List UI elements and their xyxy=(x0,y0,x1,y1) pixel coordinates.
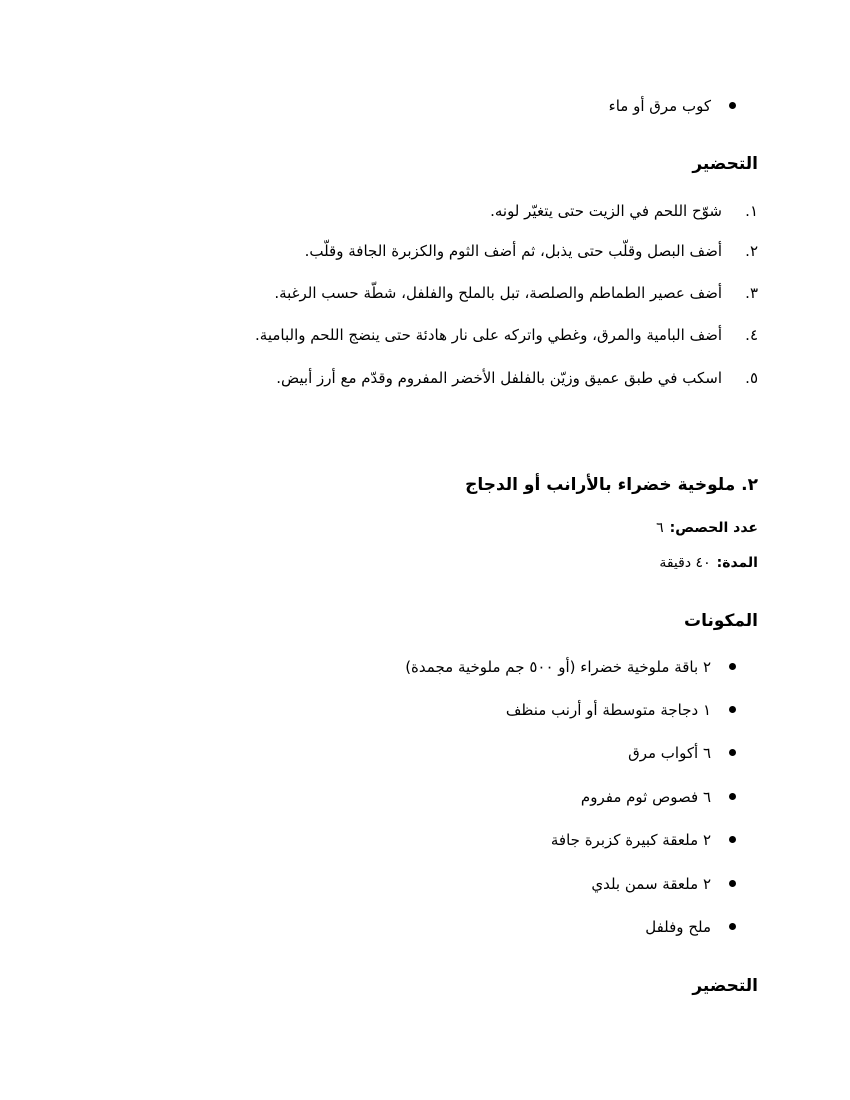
ingredient-item: ٢ ملعقة سمن بلدي xyxy=(591,874,758,894)
duration-label: المدة: xyxy=(716,555,758,571)
servings-line xyxy=(656,518,758,538)
ingredient-item: ٦ أكواب مرق xyxy=(628,743,758,763)
step-item xyxy=(274,283,758,303)
ingredient-item: ١ دجاجة متوسطة أو أرنب منظف xyxy=(506,700,758,720)
prep-heading: التحضير xyxy=(692,976,758,996)
ingredient-item: ٦ فصوص ثوم مفروم xyxy=(581,787,758,807)
prep-heading: التحضير xyxy=(692,154,758,174)
ingredient-item: ٢ باقة ملوخية خضراء (أو ٥٠٠ جم ملوخية مجمدة) xyxy=(405,657,758,677)
servings-label: عدد الحصص: xyxy=(669,520,758,536)
bullet-icon xyxy=(729,880,736,887)
step-text: اسكب في طبق عميق وزيّن بالفلفل الأخضر المفروم وقدّم مع أرز أبيض. xyxy=(276,369,722,387)
step-item xyxy=(255,325,758,345)
servings-value: ٦ xyxy=(656,520,664,536)
step-text: أضف البامية والمرق، وغطي واتركه على نار هادئة حتى ينضج اللحم والبامية. xyxy=(255,326,722,344)
bullet-icon xyxy=(729,793,736,800)
bullet-icon xyxy=(729,923,736,930)
duration-value: ٤٠ دقيقة xyxy=(659,555,711,571)
bullet-icon xyxy=(729,749,736,756)
step-number: ٢. xyxy=(745,242,758,260)
bullet-icon xyxy=(729,663,736,670)
step-text: أضف البصل وقلّب حتى يذبل، ثم أضف الثوم والكزبرة الجافة وقلّب. xyxy=(304,242,722,260)
step-number: ٤. xyxy=(745,326,758,344)
bullet-icon xyxy=(729,706,736,713)
duration-line xyxy=(659,553,758,573)
step-item xyxy=(276,368,758,388)
bullet-icon xyxy=(729,102,736,109)
recipe-title: ٢. ملوخية خضراء بالأرانب أو الدجاج xyxy=(465,475,758,495)
ingredient-item: ملح وفلفل xyxy=(645,917,758,937)
step-number: ٣. xyxy=(745,284,758,302)
step-item xyxy=(305,241,758,261)
step-item xyxy=(490,201,758,221)
bullet-icon xyxy=(729,836,736,843)
ingredients-heading: المكونات xyxy=(683,611,758,631)
step-text: أضف عصير الطماطم والصلصة، تبل بالملح والفلفل، شطّة حسب الرغبة. xyxy=(274,284,722,302)
step-text: شوّح اللحم في الزيت حتى يتغيّر لونه. xyxy=(490,202,722,220)
step-number: ٥. xyxy=(745,369,758,387)
ingredient-item: كوب مرق أو ماء xyxy=(609,96,758,116)
ingredient-item: ٢ ملعقة كبيرة كزبرة جافة xyxy=(551,830,758,850)
step-number: ١. xyxy=(745,202,758,220)
